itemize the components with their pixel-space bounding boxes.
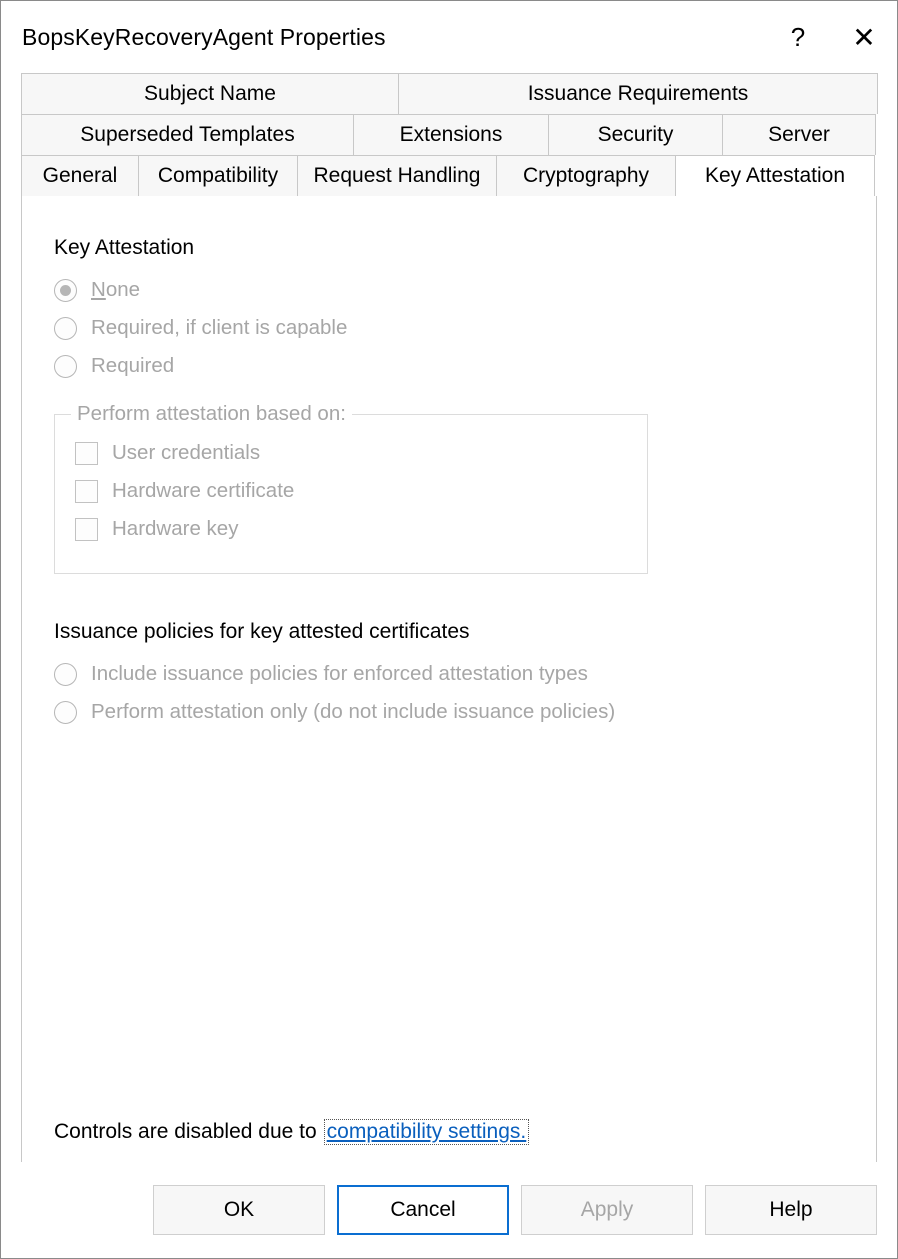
tab-subject-name[interactable]: Subject Name — [21, 73, 399, 114]
checkbox-indicator — [75, 480, 98, 503]
tab-page-key-attestation — [21, 196, 877, 1182]
checkbox-hardware-key[interactable] — [75, 517, 627, 541]
disabled-note — [54, 1119, 529, 1145]
radio-indicator — [54, 701, 77, 724]
checkbox-label-user-credentials: User credentials — [112, 441, 261, 464]
radio-label-none: None — [91, 278, 141, 301]
checkbox-indicator — [75, 442, 98, 465]
radio-indicator — [54, 663, 77, 686]
attestation-basis-legend: Perform attestation based on: — [71, 402, 352, 426]
cancel-button[interactable]: Cancel — [337, 1185, 509, 1235]
radio-indicator — [54, 317, 77, 340]
tab-compatibility[interactable]: Compatibility — [138, 155, 298, 196]
help-button[interactable]: Help — [705, 1185, 877, 1235]
tab-cryptography[interactable]: Cryptography — [496, 155, 676, 196]
checkbox-hardware-certificate[interactable] — [75, 479, 627, 503]
radio-label-perform-attestation-only: Perform attestation only (do not include issuance policies) — [91, 700, 616, 723]
apply-button: Apply — [521, 1185, 693, 1235]
tab-row-3 — [21, 155, 877, 196]
tab-key-attestation[interactable]: Key Attestation — [675, 155, 875, 196]
page-content — [22, 196, 876, 724]
checkbox-label-hardware-key: Hardware key — [112, 517, 239, 540]
issuance-policies-heading: Issuance policies for key attested certificates — [54, 620, 470, 643]
disabled-note-text: Controls are disabled due to — [54, 1120, 317, 1143]
tab-extensions[interactable]: Extensions — [353, 114, 549, 155]
radio-indicator — [54, 279, 77, 302]
help-icon[interactable]: ? — [765, 1, 831, 73]
tab-strip — [1, 73, 897, 196]
title-bar — [1, 1, 897, 73]
close-icon[interactable]: ✕ — [831, 1, 897, 73]
radio-none[interactable] — [54, 278, 844, 302]
radio-label-required-if-capable: Required, if client is capable — [91, 316, 348, 339]
ok-button[interactable]: OK — [153, 1185, 325, 1235]
radio-label-include-issuance-policies: Include issuance policies for enforced attestation types — [91, 662, 588, 685]
tab-server[interactable]: Server — [722, 114, 876, 155]
radio-required[interactable] — [54, 354, 844, 378]
key-attestation-heading: Key Attestation — [54, 236, 195, 259]
attestation-basis-group — [54, 402, 648, 574]
tab-request-handling[interactable]: Request Handling — [297, 155, 497, 196]
checkbox-user-credentials[interactable] — [75, 441, 627, 465]
tab-row-1 — [21, 73, 877, 114]
compatibility-settings-link[interactable]: compatibility settings. — [324, 1119, 530, 1145]
tab-row-2 — [21, 114, 877, 155]
tab-superseded-templates[interactable]: Superseded Templates — [21, 114, 354, 155]
checkbox-label-hardware-certificate: Hardware certificate — [112, 479, 295, 502]
window-title: BopsKeyRecoveryAgent Properties — [22, 23, 386, 50]
dialog-button-bar — [1, 1162, 897, 1258]
radio-indicator — [54, 355, 77, 378]
radio-include-issuance-policies[interactable] — [54, 662, 844, 686]
tab-security[interactable]: Security — [548, 114, 723, 155]
window-controls — [765, 1, 897, 73]
tab-general[interactable]: General — [21, 155, 139, 196]
radio-perform-attestation-only[interactable] — [54, 700, 844, 724]
radio-required-if-capable[interactable] — [54, 316, 844, 340]
tab-issuance-requirements[interactable]: Issuance Requirements — [398, 73, 878, 114]
radio-label-required: Required — [91, 354, 175, 377]
checkbox-indicator — [75, 518, 98, 541]
